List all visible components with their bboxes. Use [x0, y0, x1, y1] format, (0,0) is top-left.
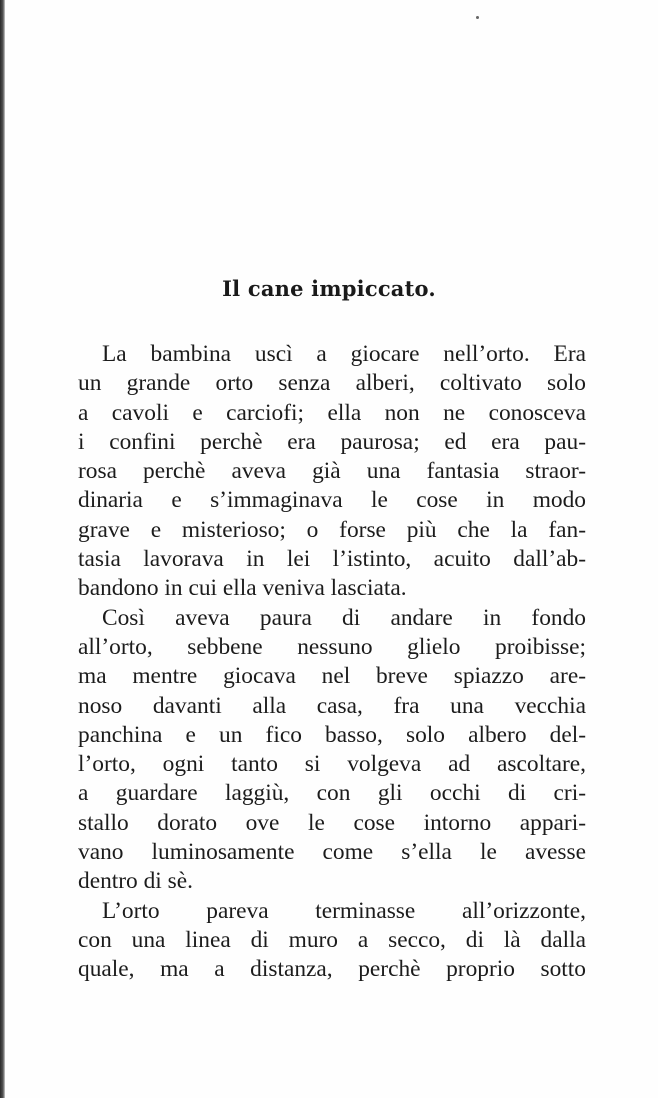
chapter-body-text: [78, 340, 586, 985]
text-line: un grande orto senza alberi, coltivato solo: [78, 370, 586, 397]
text-line: l’orto, ogni tanto si volgeva ad ascoltare,: [78, 751, 586, 778]
text-line: i confini perchè era paurosa; ed era pau-: [78, 428, 586, 455]
text-line: L’orto pareva terminasse all’orizzonte,: [102, 897, 586, 924]
text-line: Così aveva paura di andare in fondo: [102, 604, 586, 631]
text-line: a cavoli e carciofi; ella non ne conosceva: [78, 399, 586, 426]
text-line: La bambina uscì a giocare nell’orto. Era: [102, 341, 586, 367]
text-line: dentro di sè.: [78, 868, 193, 895]
text-line: vano luminosamente come s’ella le avesse: [78, 839, 586, 866]
text-line: panchina e un fico basso, solo albero del-: [78, 721, 586, 748]
text-line: grave e misterioso; o forse più che la fan-: [78, 516, 586, 543]
text-line: a guardare laggiù, con gli occhi di cri-: [78, 780, 586, 807]
text-line: tasia lavorava in lei l’istinto, acuito dall’ab-: [78, 546, 586, 573]
text-line: dinaria e s’immaginava le cose in modo: [78, 487, 586, 514]
chapter-title: Il cane impiccato.: [222, 276, 436, 301]
paper-speck: [476, 16, 479, 19]
text-line: all’orto, sebbene nessuno glielo proibisse;: [78, 633, 586, 660]
text-line: noso davanti alla casa, fra una vecchia: [78, 692, 586, 719]
page-binding-edge: [0, 0, 5, 1098]
text-line: con una linea di muro a secco, di là dalla: [78, 926, 586, 953]
text-line: ma mentre giocava nel breve spiazzo are-: [78, 663, 586, 690]
text-line: quale, ma a distanza, perchè proprio sotto: [78, 956, 586, 983]
text-line: rosa perchè aveva già una fantasia straor-: [78, 458, 586, 485]
text-line: bandono in cui ella veniva lasciata.: [78, 575, 407, 602]
text-line: stallo dorato ove le cose intorno appari-: [78, 809, 586, 836]
